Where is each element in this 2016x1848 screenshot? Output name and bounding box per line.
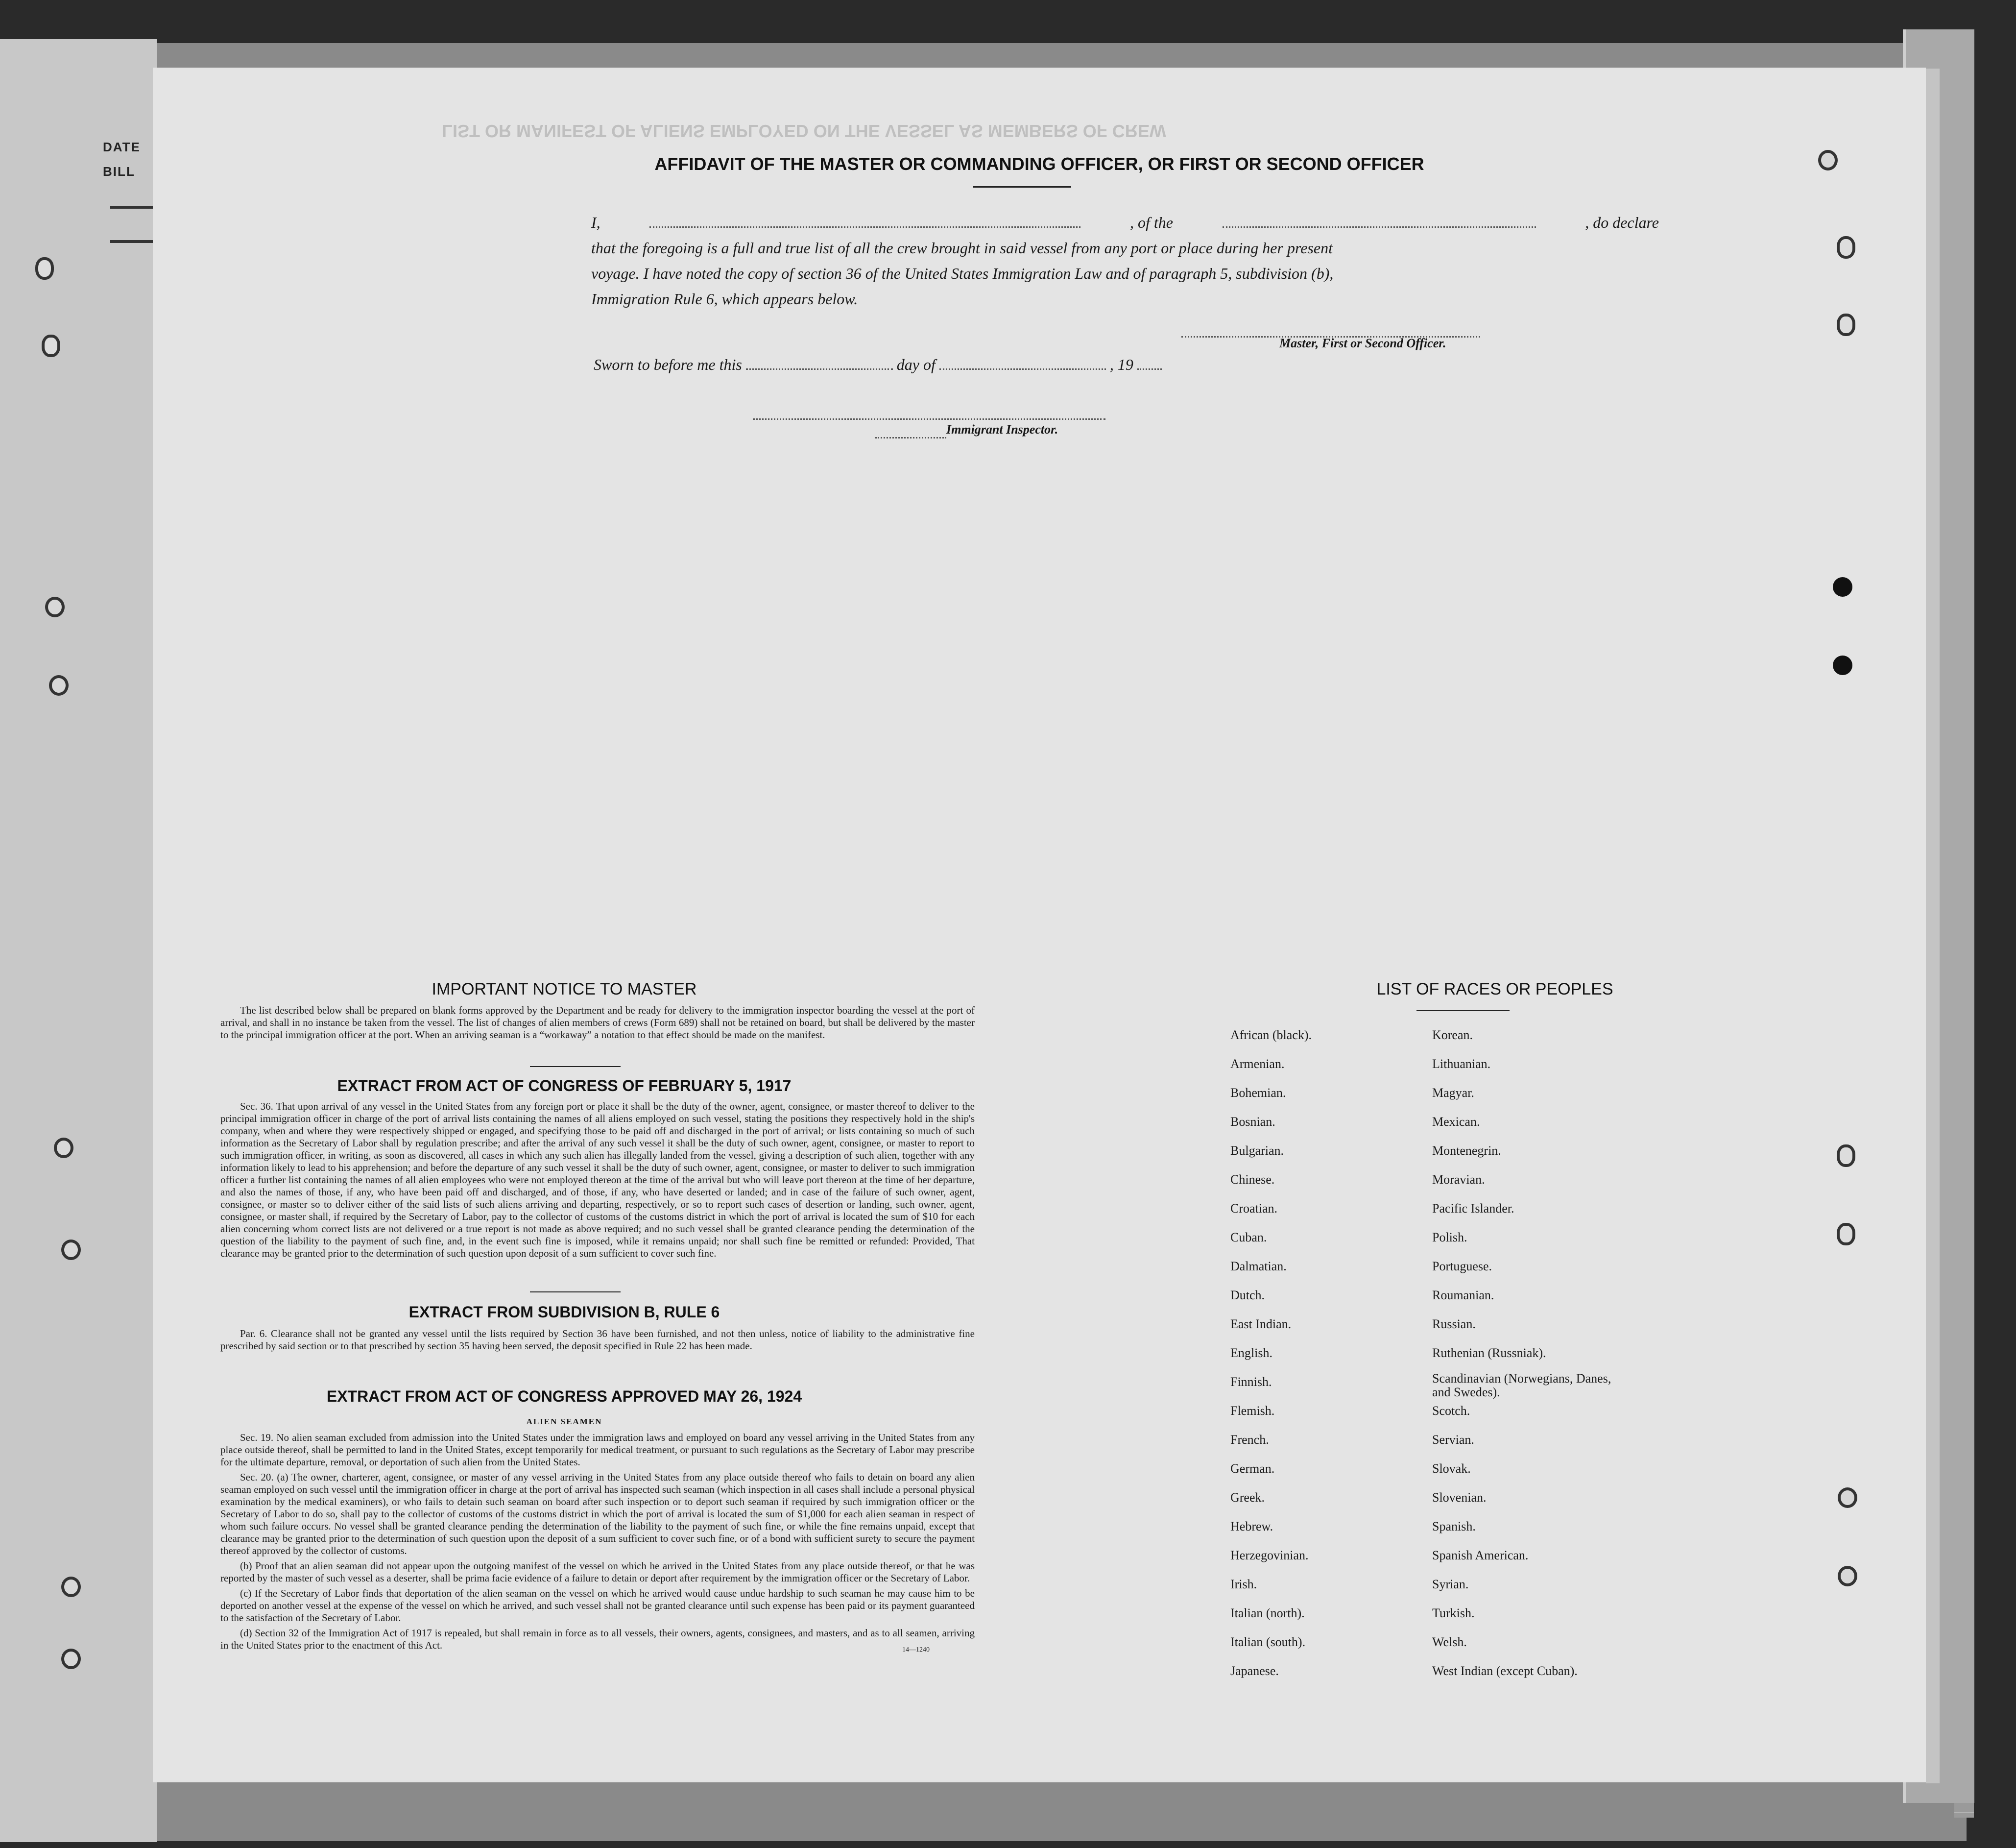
race-item: Bosnian. xyxy=(1230,1115,1275,1129)
race-item: Irish. xyxy=(1230,1577,1257,1591)
manifest-page xyxy=(153,68,1926,1782)
race-item: Montenegrin. xyxy=(1432,1143,1501,1158)
race-item: Slovenian. xyxy=(1432,1490,1487,1505)
extract-1924-text xyxy=(220,1432,975,1654)
race-item: Russian. xyxy=(1432,1317,1476,1331)
race-item: Chinese. xyxy=(1230,1172,1275,1187)
races-title: LIST OF RACES OR PEOPLES xyxy=(1376,980,1613,998)
extract-1917-title: EXTRACT FROM ACT OF CONGRESS OF FEBRUARY 5, 1917 xyxy=(337,1077,792,1094)
punch-hole xyxy=(1837,1223,1855,1245)
punch-hole xyxy=(42,335,60,357)
race-item: Syrian. xyxy=(1432,1577,1469,1591)
punch-hole xyxy=(61,1240,81,1260)
race-item: Roumanian. xyxy=(1432,1288,1494,1302)
punch-hole xyxy=(49,675,69,696)
race-item: Japanese. xyxy=(1230,1664,1279,1678)
punch-hole xyxy=(1838,1566,1857,1586)
punch-hole xyxy=(45,597,65,617)
inspector-lead-dots xyxy=(875,427,946,438)
name-field-line[interactable] xyxy=(649,213,1080,228)
master-signature-line[interactable] xyxy=(1181,322,1480,338)
inspector-label: Immigrant Inspector. xyxy=(946,422,1058,437)
sworn-day-of: day of xyxy=(896,356,936,373)
sworn-month-field[interactable] xyxy=(939,355,1106,370)
race-item: Polish. xyxy=(1432,1230,1467,1244)
affidavit-line-4: Immigration Rule 6, which appears below. xyxy=(591,290,858,308)
race-item: West Indian (except Cuban). xyxy=(1432,1664,1578,1678)
punch-hole xyxy=(1837,1144,1855,1167)
race-item: English. xyxy=(1230,1346,1272,1360)
notice-text xyxy=(220,1004,975,1044)
race-item: Magyar. xyxy=(1432,1086,1474,1100)
sworn-year-prefix: , 19 xyxy=(1109,356,1133,373)
race-item: Bulgarian. xyxy=(1230,1143,1284,1158)
race-item: Scotch. xyxy=(1432,1404,1470,1418)
race-item: Portuguese. xyxy=(1432,1259,1492,1273)
race-item: Scandinavian (Norwegians, Danes, and Swedes). xyxy=(1432,1371,1611,1399)
affidavit-line-1 xyxy=(591,210,1659,235)
form-number: 14—1240 xyxy=(902,1646,930,1653)
affidavit-declare: , do declare xyxy=(1585,214,1659,231)
race-item: Herzegovinian. xyxy=(1230,1548,1309,1562)
affidavit-i: I, xyxy=(591,214,600,231)
punch-hole xyxy=(1833,577,1852,597)
race-item: Servian. xyxy=(1432,1433,1474,1447)
race-item: Ruthenian (Russniak). xyxy=(1432,1346,1546,1360)
affidavit-body xyxy=(591,210,1659,312)
race-item: Greek. xyxy=(1230,1490,1265,1505)
punch-hole xyxy=(1837,314,1855,336)
race-item: Finnish. xyxy=(1230,1375,1272,1389)
race-item: Dutch. xyxy=(1230,1288,1265,1302)
race-item: Spanish. xyxy=(1432,1519,1476,1533)
punch-hole xyxy=(61,1649,81,1669)
section-rule xyxy=(530,1291,621,1292)
master-signature-label: Master, First or Second Officer. xyxy=(1279,336,1446,350)
underlying-left-sheet xyxy=(0,39,157,1842)
vessel-field-line[interactable] xyxy=(1223,213,1536,228)
sworn-text: Sworn to before me this xyxy=(594,356,742,373)
race-item: Korean. xyxy=(1432,1028,1473,1042)
race-item: German. xyxy=(1230,1461,1275,1476)
race-item: Welsh. xyxy=(1432,1635,1467,1649)
sworn-line xyxy=(594,352,1162,377)
extract-1917-paragraph: Sec. 36. That upon arrival of any vessel in the United States from any foreign port or place it shall be the duty of the owner, agent, consignee, or master thereof to deliver to the principal immigration officer in charge of the port of arrival lists containing the names of all aliens employed on such vessel, stating the positions they respectively hold in the ship's company, when and where they were respectively shipped or engaged, and specifying those to be paid off and discharged in the port of arrival; or lists containing so much of such information as the Secretary of Labor shall by regulation prescribe; and after the arrival of any such vessel it shall be the duty of such owner, agent, consignee, or master to report to such immigration officer, in writing, as soon as discovered, all cases in which any such alien has illegally landed from the vessel, giving a description of such alien, together with any information likely to lead to his apprehension; and before the departure of any such vessel it shall be the duty of such owner, agent, consignee, or master to deliver to such immigration officer a further list containing the names of all alien employees who were not employed thereon at the time of the arrival but who will leave port thereon at the time of her departure, and also the names of those, if any, who have been paid off and discharged, and of those, if any, who have deserted or landed; and in case of the failure of such owner, agent, consignee, or master so to deliver either of the said lists of such aliens arriving and departing, respectively, or so to report such cases of desertion or landing, such owner, agent, consignee, or master shall, if required by the Secretary of Labor, pay to the collector of customs of the customs district in which the port of arrival is located the sum of $10 for each alien concerning whom correct lists are not delivered or a true report is not made as above required; and no such vessel shall be granted clearance pending the determination of the question of the liability to the payment of such fine, and, in the event such fine is imposed, while it remains unpaid; nor shall such fine be remitted or refunded: Provided, That clearance may be granted prior to the determination of such question upon deposit of a sum sufficient to cover such fine. xyxy=(220,1100,975,1259)
sec19-paragraph: Sec. 19. No alien seaman excluded from admission into the United States under the immigration laws and employed on board any vessel arriving in the United States from any place outside thereof, shall be permitted to land in the United States, except temporarily for medical treatment, or pursuant to such regulations as the Secretary of Labor may prescribe for the ultimate departure, removal, or deportation of such alien from the United States. xyxy=(220,1432,975,1468)
punch-hole xyxy=(54,1138,73,1158)
notice-title: IMPORTANT NOTICE TO MASTER xyxy=(432,980,697,998)
extract-rule6-text xyxy=(220,1328,975,1355)
sec20d-paragraph: (d) Section 32 of the Immigration Act of 1917 is repealed, but shall remain in force as to all vessels, their owners, agents, consignees, and masters, and as to all seamen, arriving in the United States prior to the enactment of this Act. xyxy=(220,1627,975,1651)
extract-1924-title: EXTRACT FROM ACT OF CONGRESS APPROVED MAY 26, 1924 xyxy=(326,1387,802,1405)
punch-hole xyxy=(1837,236,1855,259)
race-item: Mexican. xyxy=(1432,1115,1480,1129)
affidavit-line-3: voyage. I have noted the copy of section 36 of the United States Immigration Law and of paragraph 5, subdivision (b), xyxy=(591,265,1334,282)
race-item: Moravian. xyxy=(1432,1172,1485,1187)
title-rule xyxy=(973,186,1071,188)
race-item: Flemish. xyxy=(1230,1404,1275,1418)
extract-rule6-paragraph: Par. 6. Clearance shall not be granted any vessel until the lists required by Section 36 have been furnished, and not then unless, notice of liability to the administrative fine prescribed by said section or to that prescribed by section 35 having been served, the deposit specified in Rule 22 has been made. xyxy=(220,1328,975,1352)
punch-hole xyxy=(1833,656,1852,675)
race-item: Armenian. xyxy=(1230,1057,1285,1071)
inspector-signature-line[interactable] xyxy=(753,405,1105,420)
punch-hole xyxy=(1838,1487,1857,1508)
race-item: Italian (north). xyxy=(1230,1606,1305,1620)
race-item: African (black). xyxy=(1230,1028,1312,1042)
sec20c-paragraph: (c) If the Secretary of Labor finds that deportation of the alien seaman on the vessel on which he arrived would cause undue hardship to such seaman he may cause him to be deported on another vessel at the expense of the vessel on which he arrived, and such vessel shall not be granted clearance until such expense has been paid or its payment guaranteed to the satisfaction of the Secretary of Labor. xyxy=(220,1587,975,1624)
race-item: Italian (south). xyxy=(1230,1635,1306,1649)
sworn-year-field[interactable] xyxy=(1137,355,1162,370)
race-item: Turkish. xyxy=(1432,1606,1475,1620)
punch-hole xyxy=(61,1577,81,1597)
race-item: Lithuanian. xyxy=(1432,1057,1491,1071)
race-item: East Indian. xyxy=(1230,1317,1292,1331)
left-stamp-date: DATE xyxy=(103,140,141,154)
race-item: Croatian. xyxy=(1230,1201,1278,1216)
race-item: Dalmatian. xyxy=(1230,1259,1287,1273)
extract-rule6-title: EXTRACT FROM SUBDIVISION B, RULE 6 xyxy=(408,1303,720,1321)
left-rule xyxy=(110,206,154,209)
race-item: Spanish American. xyxy=(1432,1548,1529,1562)
left-rule xyxy=(110,240,154,243)
sec20a-paragraph: Sec. 20. (a) The owner, charterer, agent, consignee, or master of any vessel arriving in the United States from any place outside thereof who fails to detain on board any alien seaman employed on such vessel until the immigration officer in charge at the port of arrival has inspected such seaman (which inspection in all cases shall include a personal physical examination by the medical examiners), or who fails to detain such seaman on board after such inspection or to deport such seaman if required by such immigration officer or the Secretary of Labor to do so, shall pay to the collector of customs of the customs district in which the port of arrival is located the sum of $1,000 for each alien seaman in respect of whom such failure occurs. No vessel shall be granted clearance pending the determination of the liability to the payment of such fine, or while the fine remains unpaid, except that clearance may be granted prior to the determination of such question upon the deposit of a sum sufficient to cover such fine, or of a bond with sufficient surety to secure the payment thereof approved by the collector of customs. xyxy=(220,1471,975,1556)
race-item: Slovak. xyxy=(1432,1461,1471,1476)
punch-hole xyxy=(35,257,54,280)
section-rule xyxy=(530,1066,621,1067)
extract-1917-text xyxy=(220,1100,975,1263)
affidavit-title: AFFIDAVIT OF THE MASTER OR COMMANDING OFFICER, OR FIRST OR SECOND OFFICER xyxy=(654,154,1424,174)
race-item: French. xyxy=(1230,1433,1269,1447)
race-item: Hebrew. xyxy=(1230,1519,1273,1533)
sworn-day-field[interactable] xyxy=(746,355,893,370)
left-stamp-bill: BILL xyxy=(103,164,135,179)
race-item: Bohemian. xyxy=(1230,1086,1286,1100)
bleed-through-title: LIST OR MANIFEST OF ALIENS EMPLOYED ON THE VESSEL AS MEMBERS OF CREW xyxy=(442,121,1166,141)
affidavit-line-2: that the foregoing is a full and true list of all the crew brought in said vessel from any port or place during her present xyxy=(591,239,1333,257)
races-title-rule xyxy=(1416,1010,1510,1011)
notice-paragraph: The list described below shall be prepared on blank forms approved by the Department and be ready for delivery to the immigration inspector boarding the vessel at the port of arrival, and shall in no instance be taken from the vessel. The list of changes of alien members of crews (Form 689) shall not be retained on board, but shall be delivered by the master to the principal immigration officer at the port. When an arriving seaman is a “workaway” a notation to that effect should be made on the manifest. xyxy=(220,1004,975,1041)
alien-seamen-heading: ALIEN SEAMEN xyxy=(526,1417,602,1426)
page-edge-shadow xyxy=(1926,69,1940,1783)
race-item: Cuban. xyxy=(1230,1230,1267,1244)
sec20b-paragraph: (b) Proof that an alien seaman did not appear upon the outgoing manifest of the vessel on which he arrived in the United States from any place outside thereof, or that he was reported by the master of such vessel as a deserter, shall be prima facie evidence of a failure to detain or deport after requirement by the immigration officer or the Secretary of Labor. xyxy=(220,1560,975,1584)
race-item: Pacific Islander. xyxy=(1432,1201,1514,1216)
affidavit-of-the: , of the xyxy=(1129,214,1173,231)
